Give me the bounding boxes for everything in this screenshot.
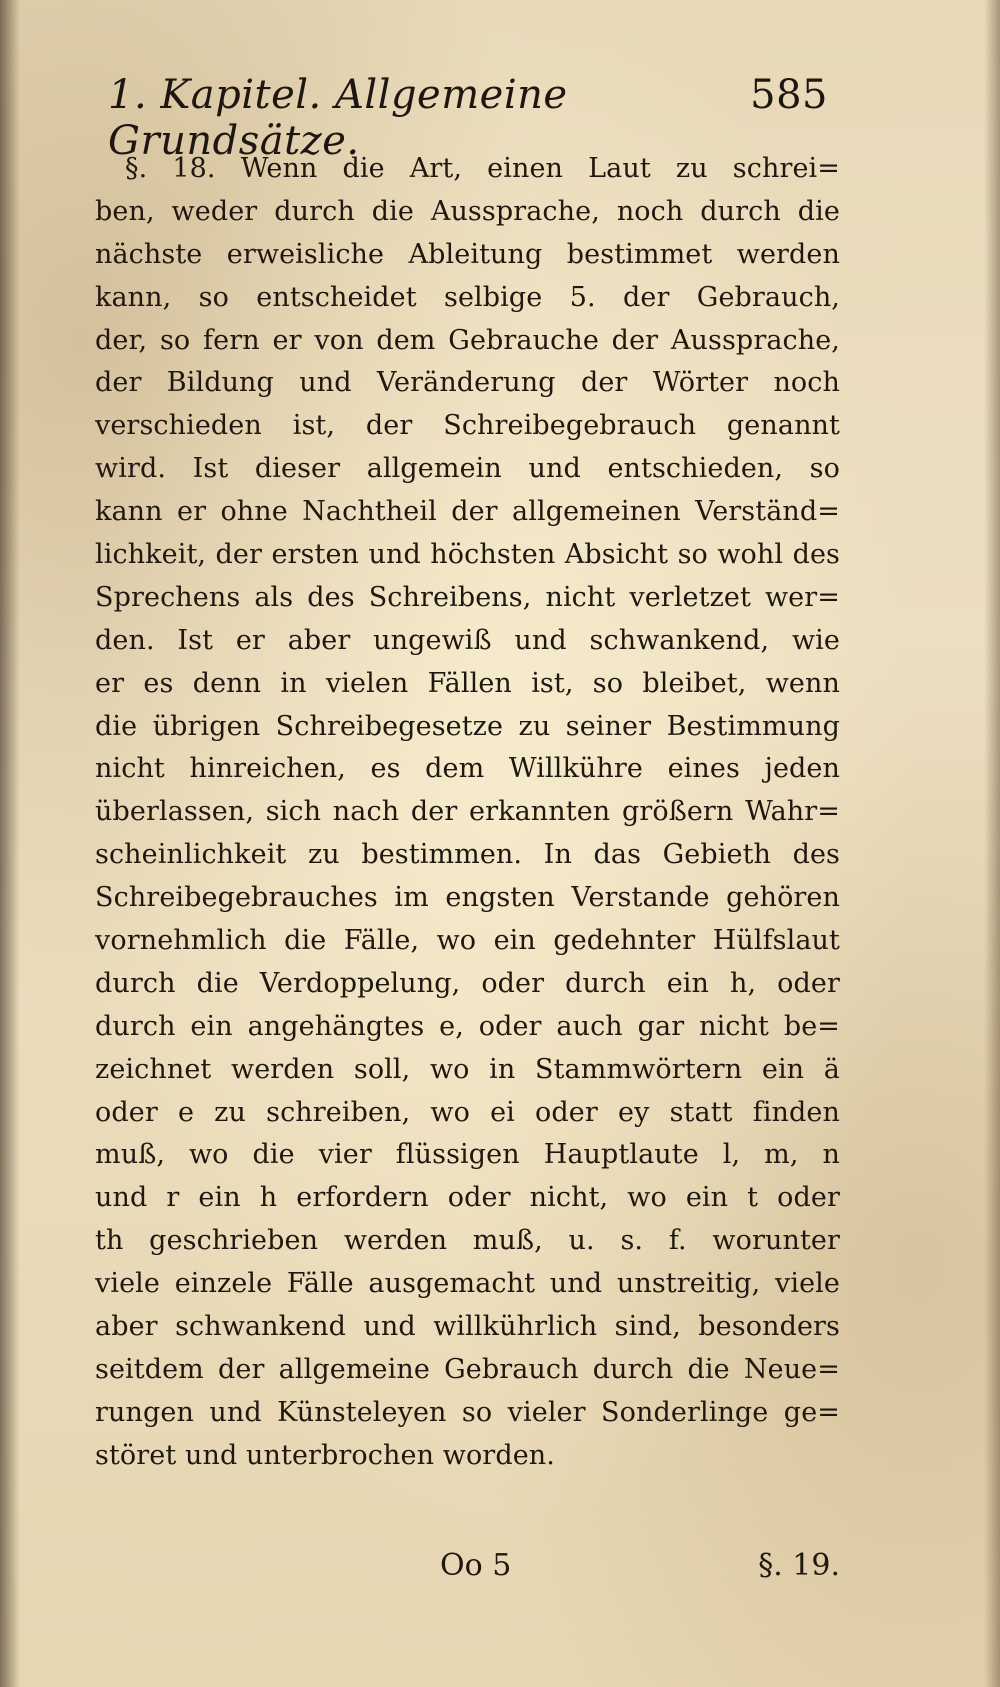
signature-mark: Oo 5 [440,1548,512,1583]
paragraph-section-18 [95,148,840,1478]
text-line: den. Ist er aber ungewiß und schwankend, wie [95,624,840,656]
text-line: aber schwankend und willkührlich sind, besonders [95,1311,840,1343]
text-line: er es denn in vielen Fällen ist, so bleibet, wenn [95,667,840,699]
page-edge-shadow [984,0,1000,1687]
page-footer [95,1548,840,1598]
text-line: kann, so entscheidet selbige 5. der Gebrauch, [95,281,840,313]
text-line: seitdem der allgemeine Gebrauch durch die Neue= [95,1353,840,1385]
text-line: vornehmlich die Fälle, wo ein gedehnter Hülfslaut [95,925,840,957]
text-line: überlassen, sich nach der erkannten größern Wahr= [95,796,840,828]
text-line: rungen und Künsteleyen so vieler Sonderlinge ge= [95,1396,840,1428]
text-line: störet und unterbrochen worden. [95,1439,555,1471]
text-line: th geschrieben werden muß, u. s. f. worunter [95,1225,840,1257]
text-line: §. 18. Wenn die Art, einen Laut zu schrei= [125,153,840,184]
text-line: die übrigen Schreibegesetze zu seiner Bestimmung [95,710,840,742]
catchword: §. 19. [758,1548,840,1583]
text-line: wird. Ist dieser allgemein und entschieden, so [95,453,840,485]
text-line: verschieden ist, der Schreibegebrauch genannt [95,410,840,442]
text-line: scheinlichkeit zu bestimmen. In das Gebieth des [95,839,840,871]
text-line: oder e zu schreiben, wo ei oder ey statt finden [95,1096,840,1128]
text-line: der, so fern er von dem Gebrauche der Aussprache, [95,324,840,356]
text-line: lichkeit, der ersten und höchsten Absicht so wohl des [95,539,840,571]
chapter-title: 1. Kapitel. Allgemeine Grundsätze. [108,72,568,164]
text-line: und r ein h erfordern oder nicht, wo ein t oder [95,1182,840,1214]
page-number: 585 [750,72,828,118]
text-line: ben, weder durch die Aussprache, noch durch die [95,195,840,227]
text-line: durch die Verdoppelung, oder durch ein h, oder [95,967,840,999]
text-line: nächste erweisliche Ableitung bestimmet werden [95,238,840,270]
text-line: viele einzele Fälle ausgemacht und unstreitig, viele [95,1268,840,1300]
text-line: Sprechens als des Schreibens, nicht verletzet wer= [95,581,840,613]
text-line: nicht hinreichen, es dem Willkühre eines jeden [95,753,840,785]
binding-shadow [0,0,20,1687]
text-line: Schreibegebrauches im engsten Verstande gehören [95,882,840,914]
text-line: kann er ohne Nachtheil der allgemeinen Verständ= [95,496,840,528]
text-line: zeichnet werden soll, wo in Stammwörtern ein ä [95,1053,840,1085]
text-line: muß, wo die vier flüssigen Hauptlaute l, m, n [95,1139,840,1171]
text-line: durch ein angehängtes e, oder auch gar nicht be= [95,1010,840,1042]
text-line: der Bildung und Veränderung der Wörter noch [95,367,840,399]
